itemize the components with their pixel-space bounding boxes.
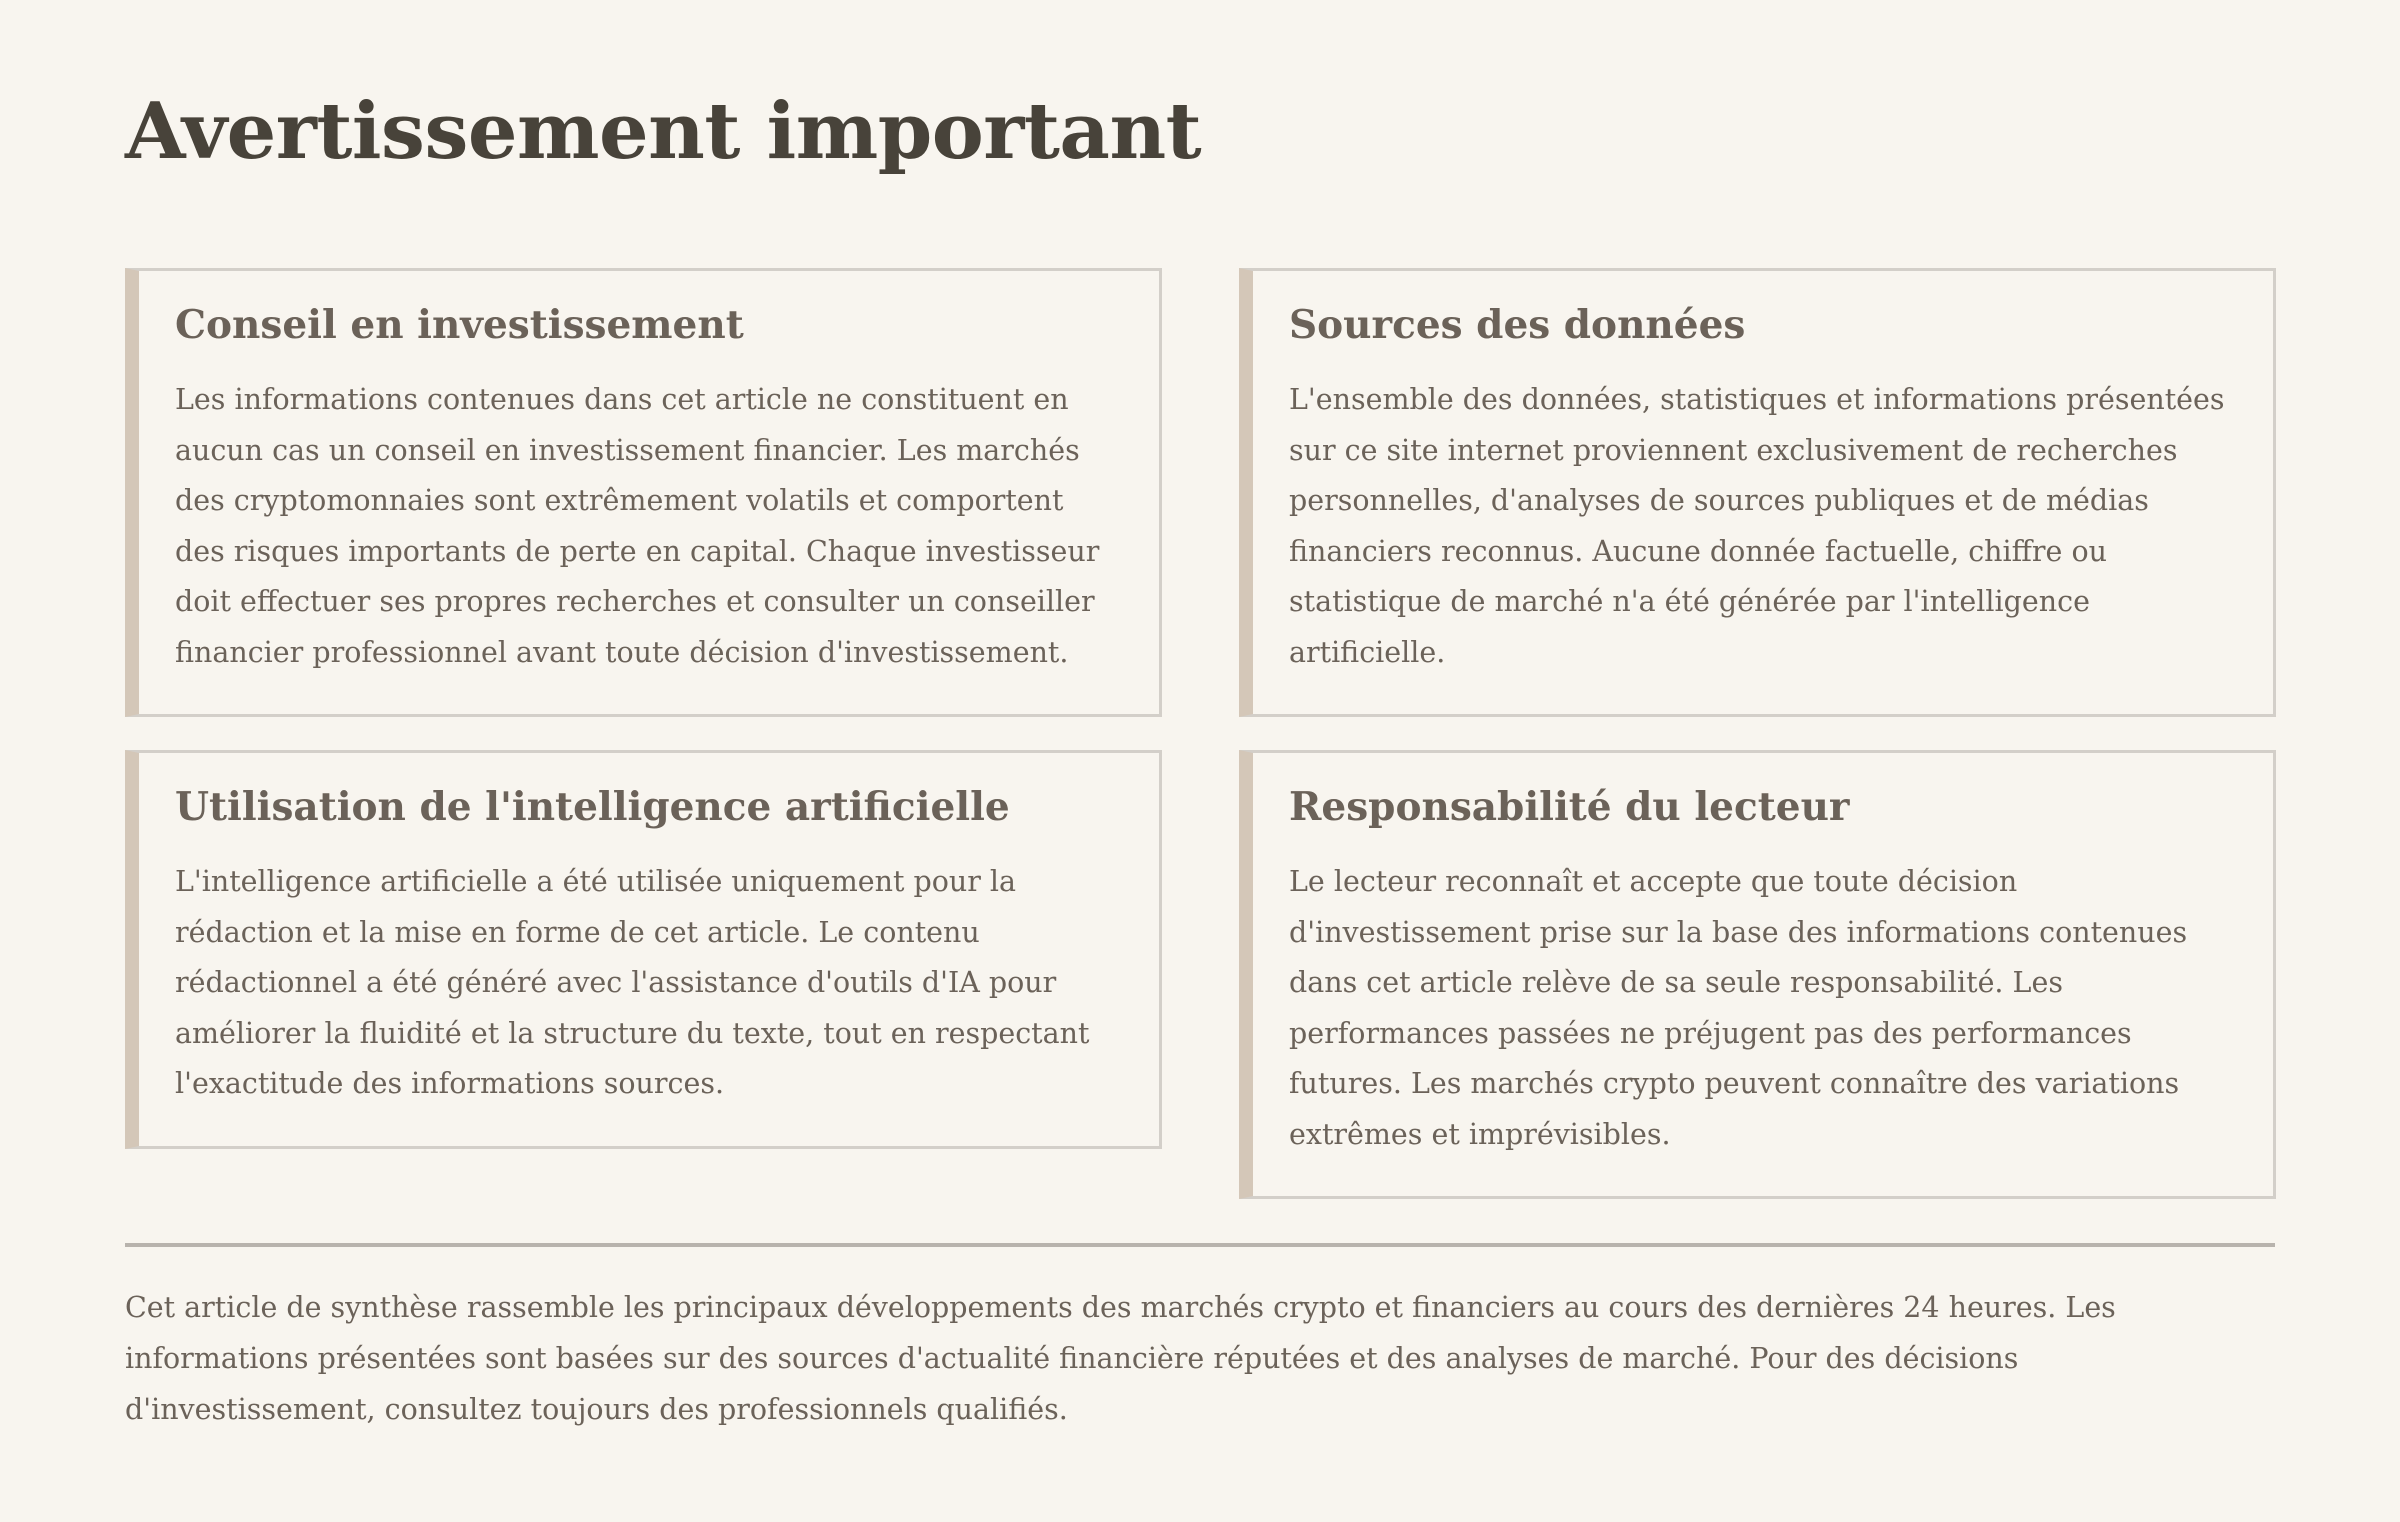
card-body: L'ensemble des données, statistiques et informations présentées sur ce site internet proviennent exclusivement de recherches personnelles, d'analyses de sources publiques et de médias financiers reconnus. Aucune donnée factuelle, chiffre ou statistique de marché n'a été générée par l'intelligence artificielle.	[1289, 383, 2225, 669]
card-body: Les informations contenues dans cet article ne constituent en aucun cas un conseil en investissement financier. Les marchés des cryptomonnaies sont extrêmement volatils et comportent des risques importants de perte en capital. Chaque investisseur doit effectuer ses propres recherches et consulter un conseiller financier professionnel avant toute décision d'investissement.	[175, 383, 1100, 669]
card-title: Utilisation de l'intelligence artificielle	[175, 784, 1010, 830]
page-title: Avertissement important	[125, 86, 1202, 177]
left-column	[125, 268, 1162, 1182]
card-ai-usage	[125, 750, 1162, 1149]
right-column	[1239, 268, 2276, 1232]
card-title: Conseil en investissement	[175, 302, 744, 348]
footer-summary: Cet article de synthèse rassemble les principaux développements des marchés crypto et financiers au cours des dernières 24 heures. Les informations présentées sont basées sur des sources d'actualité financière réputées et des analyses de marché. Pour des décisions d'investissement, consultez toujours des professionnels qualifiés.	[125, 1291, 2116, 1426]
divider	[125, 1243, 2275, 1247]
card-reader-responsibility	[1239, 750, 2276, 1199]
card-body: L'intelligence artificielle a été utilisée uniquement pour la rédaction et la mise en forme de cet article. Le contenu rédactionnel a été généré avec l'assistance d'outils d'IA pour améliorer la fluidité et la structure du texte, tout en respectant l'exactitude des informations sources.	[175, 865, 1090, 1100]
card-investment-advice	[125, 268, 1162, 717]
card-data-sources	[1239, 268, 2276, 717]
card-title: Sources des données	[1289, 302, 1746, 348]
card-body: Le lecteur reconnaît et accepte que toute décision d'investissement prise sur la base des informations contenues dans cet article relève de sa seule responsabilité. Les performances passées ne préjugent pas des performances futures. Les marchés crypto peuvent connaître des variations extrêmes et imprévisibles.	[1289, 865, 2188, 1151]
card-title: Responsabilité du lecteur	[1289, 784, 1850, 830]
